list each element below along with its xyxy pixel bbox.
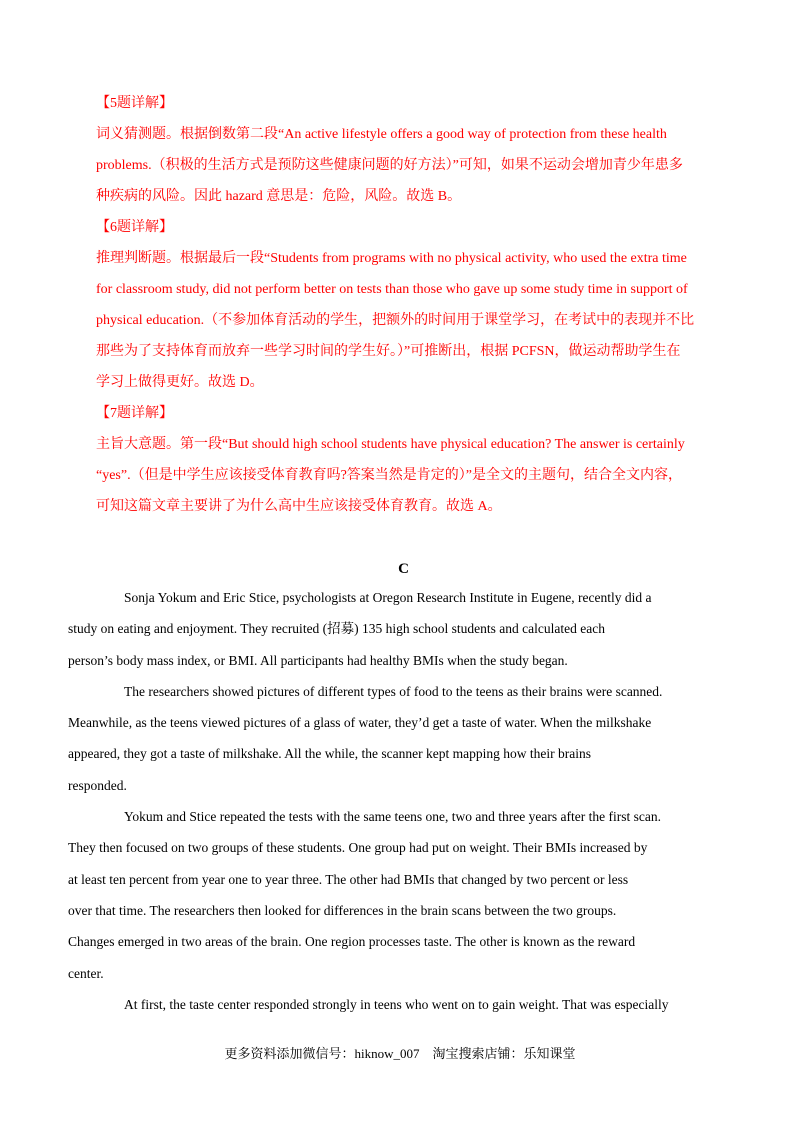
passage-paragraph-1 [68, 582, 711, 676]
answer-line: 可知这篇文章主要讲了为什么高中生应该接受体育教育。故选 A。 [96, 499, 502, 514]
passage-paragraph-2 [68, 676, 711, 801]
document-page [68, 88, 711, 1020]
answer-line: 推理判断题。根据最后一段“Students from programs with no physical activity, who used the extra time [96, 251, 687, 266]
answer-heading-6: 【6题详解】 [96, 220, 173, 235]
paragraph-line: center. [68, 965, 104, 981]
answer-section-5 [96, 88, 711, 212]
section-title: C [398, 561, 409, 577]
paragraph-line: The researchers showed pictures of different types of food to the teens as their brains were scanned. [124, 683, 663, 699]
paragraph-line: over that time. The researchers then looked for differences in the brain scans between the two groups. [68, 902, 617, 918]
paragraph-line: study on eating and enjoyment. They recruited (招募) 135 high school students and calculated each [68, 621, 605, 637]
answer-line: physical education.（不参加体育活动的学生，把额外的时间用于课堂学习，在考试中的表现并不比 [96, 313, 695, 328]
answer-line: 学习上做得更好。故选 D。 [96, 375, 264, 390]
answer-heading-7: 【7题详解】 [96, 406, 173, 421]
answer-line: for classroom study, did not perform better on tests than those who gave up some study time in support of [96, 282, 688, 297]
paragraph-line: appeared, they got a taste of milkshake. All the while, the scanner kept mapping how their brains [68, 746, 591, 762]
answer-section-6 [96, 212, 711, 398]
paragraph-line: Meanwhile, as the teens viewed pictures of a glass of water, they’d get a taste of water. When the milkshake [68, 715, 652, 731]
page-footer: 更多资料添加微信号：hiknow_007 淘宝搜索店铺：乐知课堂 [224, 1046, 576, 1061]
passage-paragraph-4 [96, 989, 711, 1020]
paragraph-line: at least ten percent from year one to year three. The other had BMIs that changed by two percent or less [68, 871, 629, 887]
answer-line: “yes”.（但是中学生应该接受体育教育吗?答案当然是肯定的）”是全文的主题句，结合全文内容， [96, 468, 683, 483]
answer-heading-5: 【5题详解】 [96, 96, 173, 111]
paragraph-line: person’s body mass index, or BMI. All participants had healthy BMIs when the study began. [68, 652, 568, 668]
paragraph-line: Yokum and Stice repeated the tests with the same teens one, two and three years after the first scan. [124, 809, 661, 825]
paragraph-line: At first, the taste center responded strongly in teens who went on to gain weight. That was especially [124, 996, 669, 1012]
answer-line: 那些为了支持体育而放弃一些学习时间的学生好。）”可推断出，根据 PCFSN，做运动帮助学生在 [96, 344, 681, 359]
paragraph-line: responded. [68, 777, 127, 793]
paragraph-line: Changes emerged in two areas of the brain. One region processes taste. The other is known as the reward [68, 934, 636, 950]
answer-line: 种疾病的风险。因此 hazard 意思是：危险，风险。故选 B。 [96, 189, 462, 204]
answer-section-7 [96, 398, 711, 522]
passage-paragraph-3 [68, 801, 711, 989]
paragraph-line: They then focused on two groups of these students. One group had put on weight. Their BMIs increased by [68, 840, 648, 856]
answer-line: 词义猜测题。根据倒数第二段“An active lifestyle offers a good way of protection from these health [96, 127, 667, 142]
paragraph-line: Sonja Yokum and Eric Stice, psychologists at Oregon Research Institute in Eugene, recently did a [124, 590, 652, 605]
answer-line: problems.（积极的生活方式是预防这些健康问题的好方法）”可知，如果不运动会增加青少年患多 [96, 158, 683, 173]
answer-line: 主旨大意题。第一段“But should high school students have physical education? The answer is certainly [96, 437, 685, 452]
